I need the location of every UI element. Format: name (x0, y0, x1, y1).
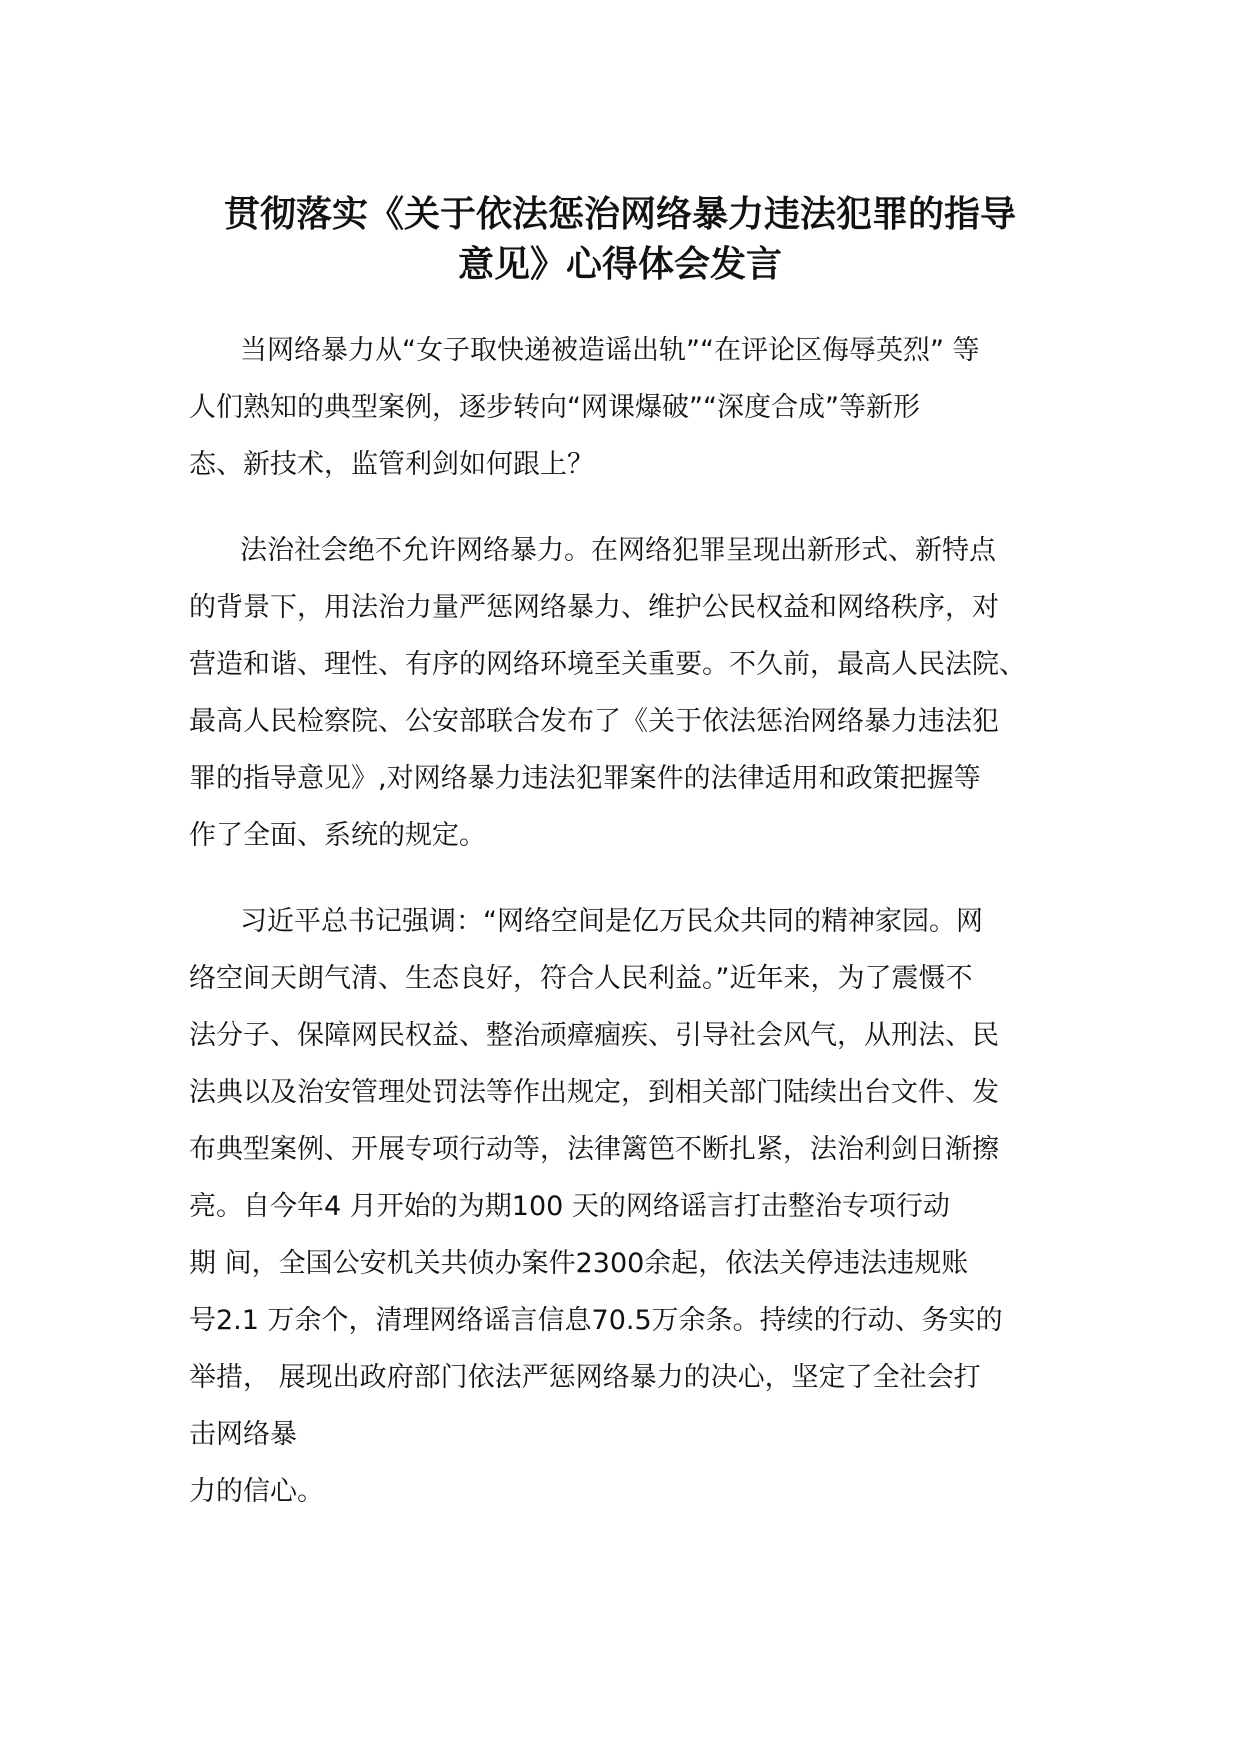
paragraph-3-line-5: 布典型案例、开展专项行动等，法律篱笆不断扎紧，法治利剑日渐擦 (189, 1134, 999, 1165)
paragraph-3-line-6: 亮。自今年4 月开始的为期100 天的网络谣言打击整治专项行动 (189, 1191, 950, 1222)
paragraph-2-line-3: 营造和谐、理性、有序的网络环境至关重要。不久前，最高人民法院、 (189, 649, 1026, 680)
paragraph-1-line-3: 态、新技术，监管利剑如何跟上？ (189, 449, 594, 480)
paragraph-3-line-8: 号2.1 万余个，清理网络谣言信息70.5万余条。持续的行动、务实的 (189, 1305, 1003, 1336)
paragraph-3-line-3: 法分子、保障网民权益、整治顽瘴痼疾、引导社会风气，从刑法、民 (189, 1020, 999, 1051)
paragraph-3-line-2: 络空间天朗气清、生态良好，符合人民利益。”近年来，为了震慑不 (189, 963, 973, 994)
paragraph-2-line-1: 法治社会绝不允许网络暴力。在网络犯罪呈现出新形式、新特点 (240, 535, 996, 566)
paragraph-3-line-7: 期 间，全国公安机关共侦办案件2300余起，依法关停违法违规账 (189, 1248, 969, 1279)
paragraph-2-line-6: 作了全面、系统的规定。 (189, 820, 486, 851)
paragraph-3-line-1: 习近平总书记强调：“网络空间是亿万民众共同的精神家园。网 (240, 906, 983, 937)
paragraph-3-line-9: 举措， 展现出政府部门依法严惩网络暴力的决心，坚定了全社会打 (189, 1362, 981, 1393)
paragraph-3-line-4: 法典以及治安管理处罚法等作出规定，到相关部门陆续出台文件、发 (189, 1077, 999, 1108)
paragraph-2-line-5: 罪的指导意见》,对网络暴力违法犯罪案件的法律适用和政策把握等 (189, 763, 981, 794)
paragraph-2-line-4: 最高人民检察院、公安部联合发布了《关于依法惩治网络暴力违法犯 (189, 706, 999, 737)
paragraph-1-line-1: 当网络暴力从“女子取快递被造谣出轨”“在评论区侮辱英烈” 等 (240, 335, 980, 366)
paragraph-3-line-10: 击网络暴 (189, 1419, 297, 1450)
document-title-line-2: 意见》心得体会发言 (457, 244, 782, 285)
paragraph-1-line-2: 人们熟知的典型案例，逐步转向“网课爆破”“深度合成”等新形 (189, 392, 920, 423)
document-title-line-1: 贯彻落实《关于依法惩治网络暴力违法犯罪的指导 (223, 194, 1016, 235)
paragraph-3-line-11: 力的信心。 (189, 1476, 324, 1507)
paragraph-2-line-2: 的背景下，用法治力量严惩网络暴力、维护公民权益和网络秩序，对 (189, 592, 999, 623)
